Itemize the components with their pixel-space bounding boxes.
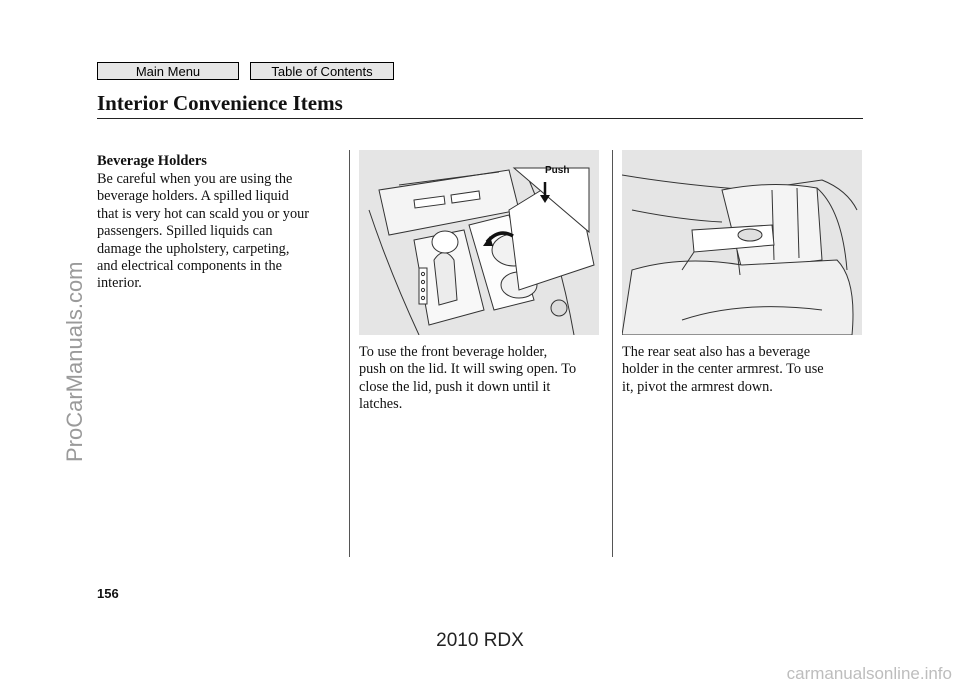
push-label: Push — [545, 165, 570, 176]
procarmanuals-watermark: ProCarManuals.com — [62, 261, 87, 462]
rear-armrest-illustration — [622, 150, 862, 335]
front-beverage-holder-illustration — [359, 150, 599, 335]
front-beverage-holder-text: To use the front beverage holder, push on the lid. It will swing open. To close the lid, push it down until it latches. — [359, 344, 577, 413]
section-title: Interior Convenience Items — [97, 91, 343, 115]
carmanualsonline-watermark: carmanualsonline.info — [786, 664, 952, 683]
front-console-drawing — [359, 150, 599, 335]
beverage-holders-heading: Beverage Holders — [97, 153, 207, 169]
table-of-contents-button[interactable]: Table of Contents — [250, 62, 394, 80]
title-divider — [97, 118, 863, 119]
column-divider-2 — [612, 150, 613, 557]
rear-seat-drawing — [622, 150, 862, 335]
beverage-holders-warning-text: Be careful when you are using the beverage holders. A spilled liquid that is very hot can scald you or your passengers. Spilled liquids can damage the upholstery, carpeting, and electrical components in the interior. — [97, 171, 310, 292]
model-label: 2010 RDX — [436, 630, 524, 651]
main-menu-button[interactable]: Main Menu — [97, 62, 239, 80]
rear-beverage-holder-text: The rear seat also has a beverage holder in the center armrest. To use it, pivot the armrest down. — [622, 344, 824, 395]
page-number: 156 — [97, 586, 119, 601]
column-divider-1 — [349, 150, 350, 557]
